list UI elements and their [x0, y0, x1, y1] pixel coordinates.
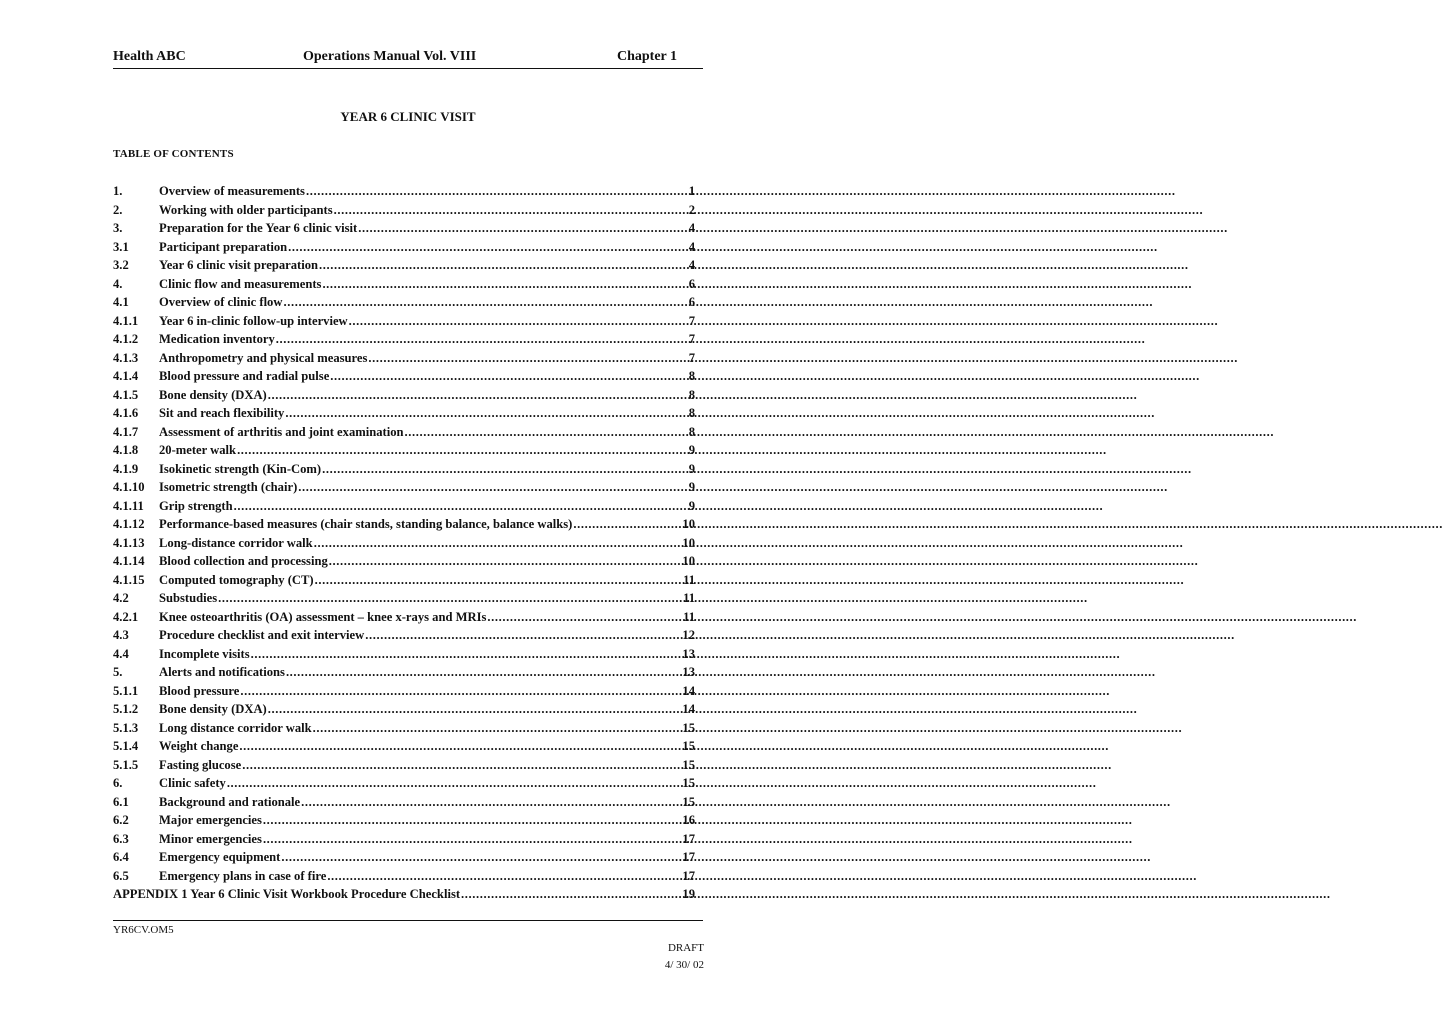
toc-section-number: 4.1.8 [113, 443, 139, 457]
toc-page-number: 11 [683, 609, 695, 624]
toc-entry[interactable] [113, 776, 695, 795]
toc-section-title: Fasting glucose [159, 757, 242, 772]
toc-page-number: 15 [682, 757, 695, 772]
toc-section-title: Computed tomography (CT) [159, 572, 314, 587]
toc-section-number: 4.1.6 [113, 406, 139, 420]
toc-dot-leader [233, 499, 688, 514]
toc-section-title: Overview of measurements [159, 184, 305, 198]
toc-entry[interactable] [113, 813, 695, 832]
toc-page-number: 17 [682, 868, 695, 883]
toc-dot-leader [305, 184, 688, 199]
toc-section-title: Grip strength [159, 498, 233, 513]
toc-dot-leader [357, 221, 688, 236]
toc-section-title: Year 6 clinic visit preparation [159, 258, 319, 272]
toc-entry[interactable] [113, 517, 695, 536]
toc-entry[interactable] [113, 369, 695, 388]
toc-dot-leader [367, 351, 687, 366]
toc-dot-leader [236, 443, 688, 458]
toc-section-number: 4.1.11 [113, 498, 144, 513]
toc-entry[interactable] [113, 258, 695, 277]
toc-page-number: 15 [682, 776, 695, 790]
toc-section-title: Isometric strength (chair) [159, 480, 298, 494]
toc-entry[interactable] [113, 739, 695, 758]
toc-section-number: 4.3 [113, 628, 129, 642]
toc-section-title: Blood pressure and radial pulse [159, 369, 330, 383]
toc-page-number: 4 [688, 239, 695, 254]
toc-entry[interactable] [113, 203, 695, 222]
toc-section-number: 1. [113, 184, 123, 198]
toc-page-number: 1 [688, 184, 695, 198]
toc-page-number: 13 [682, 646, 695, 661]
toc-section-number: 4.1.5 [113, 387, 139, 402]
toc-page-number: 15 [682, 720, 695, 735]
toc-section-number: 2. [113, 202, 123, 217]
toc-entry[interactable] [113, 610, 695, 629]
toc-dot-leader [241, 758, 681, 773]
footer-date: 4/ 30/ 02 [664, 959, 704, 971]
toc-dot-leader [262, 832, 681, 847]
toc-section-number: 4.1.7 [113, 424, 139, 439]
toc-dot-leader [328, 554, 682, 569]
toc-entry[interactable] [113, 184, 695, 203]
toc-section-title: Participant preparation [159, 239, 288, 254]
toc-section-title: Blood collection and processing [159, 554, 328, 568]
toc-entry[interactable] [113, 536, 695, 555]
toc-dot-leader [364, 628, 681, 643]
toc-section-number: 4.4 [113, 646, 129, 661]
toc-page-number: 4 [688, 258, 695, 272]
toc-section-title: Assessment of arthritis and joint examination [159, 424, 404, 439]
toc-section-number: 5.1.4 [113, 739, 139, 753]
toc-entry[interactable] [113, 295, 695, 314]
toc-page-number: 11 [683, 591, 695, 605]
toc-dot-leader [267, 702, 682, 717]
toc-page-number: 12 [682, 628, 695, 642]
footer-status-block [665, 940, 704, 974]
toc-section-number: 4.1.15 [113, 572, 145, 587]
toc-section-title: Long-distance corridor walk [159, 535, 313, 550]
toc-section-number: 4.1.9 [113, 461, 139, 476]
toc-section-number: 5.1.3 [113, 720, 139, 735]
toc-section-title: Bone density (DXA) [159, 702, 267, 716]
toc-dot-leader [329, 369, 687, 384]
toc-page-number: 7 [688, 350, 695, 365]
toc-entry[interactable] [113, 277, 695, 296]
toc-dot-leader [262, 813, 681, 828]
toc-section-title: Weight change [159, 739, 239, 753]
toc-section-number: 6.2 [113, 813, 129, 827]
toc-page-number: 19 [682, 887, 695, 901]
toc-page-number: 10 [682, 517, 695, 531]
toc-section-title: Long distance corridor walk [159, 720, 312, 735]
toc-page-number: 6 [688, 276, 695, 291]
toc-entry[interactable] [113, 591, 695, 610]
toc-page-number: 6 [688, 295, 695, 309]
toc-entry[interactable] [113, 240, 695, 259]
toc-dot-leader [321, 277, 687, 292]
toc-entry[interactable] [113, 332, 695, 351]
toc-entry[interactable] [113, 314, 695, 333]
toc-dot-leader [326, 869, 681, 884]
toc-section-title: Procedure checklist and exit interview [159, 628, 365, 642]
toc-page-number: 11 [683, 572, 695, 587]
toc-section-title: Isokinetic strength (Kin-Com) [159, 461, 322, 476]
toc-section-number: 5. [113, 665, 123, 679]
toc-page-number: 14 [682, 683, 695, 698]
toc-section-title: Performance-based measures (chair stands, standing balance, balance walks) [159, 517, 573, 531]
toc-section-title: Anthropometry and physical measures [159, 350, 368, 365]
toc-page-number: 17 [682, 850, 695, 864]
toc-page-number: 10 [682, 535, 695, 550]
toc-section-number: 6.4 [113, 850, 129, 864]
toc-section-title: Major emergencies [159, 813, 262, 827]
toc-entry[interactable] [113, 665, 695, 684]
toc-entry[interactable] [113, 406, 695, 425]
toc-page-number: 7 [688, 313, 695, 328]
toc-dot-leader [275, 332, 688, 347]
toc-dot-leader [238, 739, 681, 754]
toc-section-title: Minor emergencies [159, 831, 262, 846]
toc-section-title: Blood pressure [159, 683, 240, 698]
footer-document-code: YR6CV.OM5 [113, 924, 174, 936]
toc-section-number: 4.1.1 [113, 313, 139, 328]
toc-entry[interactable] [113, 758, 695, 777]
toc-entry[interactable] [113, 351, 695, 370]
toc-entry[interactable] [113, 869, 695, 888]
toc-section-number: 4.1.13 [113, 535, 145, 550]
toc-section-title: Clinic flow and measurements [159, 276, 322, 291]
toc-section-title: Preparation for the Year 6 clinic visit [159, 221, 358, 235]
toc-entry[interactable] [113, 573, 695, 592]
header-chapter: Chapter 1 [616, 49, 677, 64]
toc-page-number: 15 [682, 794, 695, 809]
toc-entry[interactable] [113, 850, 695, 869]
toc-section-number: 4.1.14 [113, 554, 145, 568]
toc-page-number: 13 [682, 665, 695, 679]
toc-section-number: 4.1.4 [113, 369, 139, 383]
toc-entry[interactable] [113, 684, 695, 703]
toc-section-title: Medication inventory [159, 332, 275, 346]
header-study-name: Health ABC [113, 49, 186, 64]
toc-section-number: 4.2.1 [113, 609, 139, 624]
toc-section-number: 4.1.12 [113, 517, 145, 531]
toc-entry[interactable] [113, 480, 695, 499]
toc-entry[interactable] [113, 832, 695, 851]
toc-dot-leader [333, 203, 688, 218]
toc-section-title: Year 6 in-clinic follow-up interview [159, 313, 348, 328]
toc-entry[interactable] [113, 628, 695, 647]
toc-dot-leader [348, 314, 688, 329]
toc-page-number: 4 [688, 221, 695, 235]
toc-dot-leader [314, 573, 682, 588]
toc-section-number: 6.3 [113, 831, 129, 846]
toc-dot-leader [285, 665, 681, 680]
toc-page-number: 7 [688, 332, 695, 346]
toc-entry[interactable] [113, 443, 695, 462]
toc-section-title: Bone density (DXA) [159, 387, 267, 402]
toc-dot-leader [280, 850, 681, 865]
toc-dot-leader [217, 591, 682, 606]
footer-divider [113, 920, 703, 921]
toc-page-number: 2 [688, 202, 695, 217]
toc-dot-leader [460, 887, 681, 902]
toc-entry[interactable] [113, 388, 695, 407]
toc-section-number: 6. [113, 776, 123, 790]
footer-draft-label: DRAFT [667, 942, 704, 954]
toc-section-number: 4.1 [113, 295, 129, 309]
toc-dot-leader [287, 240, 688, 255]
toc-section-number: 3. [113, 221, 123, 235]
toc-dot-leader [297, 480, 687, 495]
toc-dot-leader [572, 517, 681, 532]
toc-section-title: APPENDIX 1 Year 6 Clinic Visit Workbook Procedure Checklist [113, 887, 461, 901]
toc-section-title: Sit and reach flexibility [159, 406, 285, 420]
toc-section-number: 4.1.2 [113, 332, 139, 346]
toc-section-number: 5.1.1 [113, 683, 139, 698]
toc-heading: TABLE OF CONTENTS [113, 148, 234, 160]
toc-section-title: Knee osteoarthritis (OA) assessment – knee x-rays and MRIs [159, 609, 487, 624]
toc-section-number: 6.1 [113, 794, 129, 809]
toc-dot-leader [313, 536, 682, 551]
toc-page-number: 15 [682, 739, 695, 753]
toc-page-number: 14 [682, 702, 695, 716]
toc-page-number: 10 [682, 554, 695, 568]
toc-page-number: 17 [682, 831, 695, 846]
toc-dot-leader [318, 258, 688, 273]
toc-dot-leader [282, 295, 687, 310]
toc-entry[interactable] [113, 702, 695, 721]
toc-section-title: Emergency equipment [159, 850, 281, 864]
toc-section-number: 4. [113, 276, 123, 291]
toc-section-number: 3.1 [113, 239, 129, 254]
toc-dot-leader [267, 388, 688, 403]
toc-section-title: Emergency plans in case of fire [159, 868, 327, 883]
toc-section-number: 5.1.2 [113, 702, 139, 716]
toc-section-title: Alerts and notifications [159, 665, 285, 679]
toc-section-title: Clinic safety [159, 776, 226, 790]
toc-section-title: Working with older participants [159, 202, 333, 217]
toc-page-number: 8 [688, 406, 695, 420]
toc-dot-leader [404, 425, 688, 440]
toc-page-number: 9 [688, 480, 695, 494]
table-of-contents [113, 184, 695, 906]
toc-section-title: Background and rationale [159, 794, 301, 809]
toc-page-number: 9 [688, 443, 695, 457]
toc-entry[interactable] [113, 425, 695, 444]
toc-dot-leader [312, 721, 682, 736]
toc-page-number: 8 [688, 387, 695, 402]
toc-page-number: 8 [688, 369, 695, 383]
toc-dot-leader [226, 776, 682, 791]
toc-section-number: 4.2 [113, 591, 129, 605]
toc-section-number: 4.1.3 [113, 350, 139, 365]
toc-dot-leader [250, 647, 682, 662]
running-header [113, 48, 703, 69]
toc-page-number: 9 [688, 498, 695, 513]
toc-entry[interactable] [113, 647, 695, 666]
toc-entry[interactable] [113, 554, 695, 573]
toc-dot-leader [321, 462, 688, 477]
toc-entry[interactable] [113, 462, 695, 481]
toc-page-number: 9 [688, 461, 695, 476]
toc-dot-leader [486, 610, 682, 625]
toc-dot-leader [300, 795, 681, 810]
toc-section-number: 3.2 [113, 258, 129, 272]
toc-section-number: 5.1.5 [113, 757, 139, 772]
toc-section-title: Overview of clinic flow [159, 295, 283, 309]
header-manual-title: Operations Manual Vol. VIII [303, 49, 477, 64]
toc-section-number: 4.1.10 [113, 480, 145, 494]
toc-section-title: 20-meter walk [159, 443, 237, 457]
toc-entry[interactable] [113, 221, 695, 240]
toc-page-number: 16 [682, 813, 695, 827]
toc-entry[interactable] [113, 499, 695, 518]
toc-dot-leader [239, 684, 681, 699]
toc-entry[interactable] [113, 721, 695, 740]
page-title: YEAR 6 CLINIC VISIT [340, 109, 476, 124]
toc-appendix-entry[interactable] [113, 887, 695, 906]
toc-section-title: Incomplete visits [159, 646, 250, 661]
toc-dot-leader [284, 406, 687, 421]
toc-entry[interactable] [113, 795, 695, 814]
toc-section-number: 6.5 [113, 868, 129, 883]
toc-page-number: 8 [688, 424, 695, 439]
toc-section-title: Substudies [159, 591, 218, 605]
